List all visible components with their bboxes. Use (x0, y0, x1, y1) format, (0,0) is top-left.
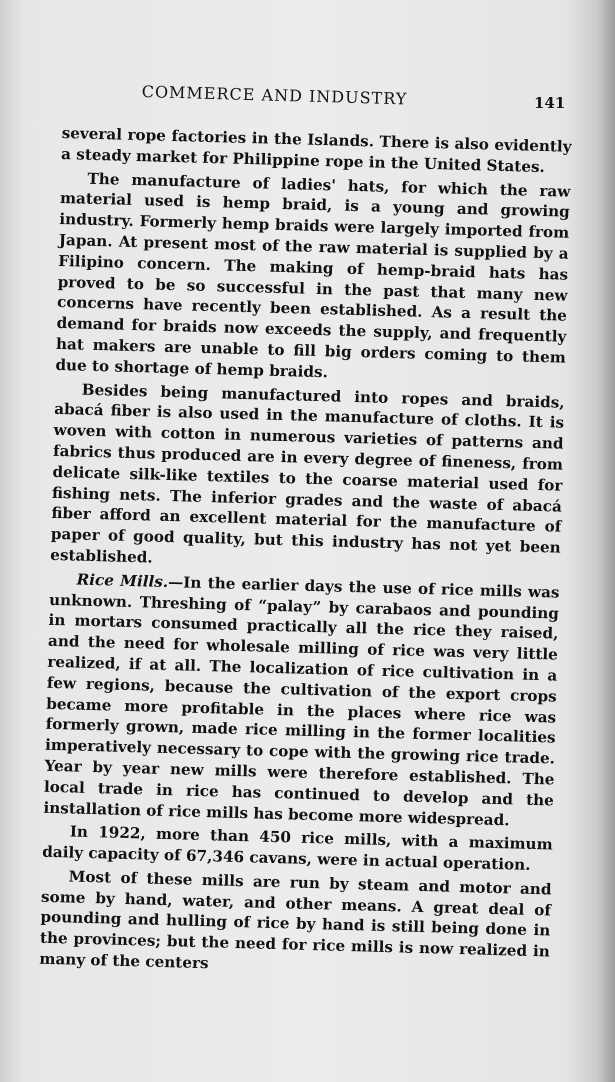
rice-mills-text: —In the earlier days the use of rice mills was unknown. Threshing of “palay” by carabaos and pounding in mortars consumed practically all the rice they raised, and the need for wholesale milling of rice was very little realized, if at all. The localization of rice cultivation in a few regions, because the cultivation of the export crops became more profitable in the places where rice was formerly grown, made rice milling in the former localities imperatively necessary to cope with the growing rice trade. Year by year new mills were therefore established. The local trade in rice has continued to develop and the installation of rice mills has become more widespread. (43, 572, 560, 829)
paragraph-rope-market: several rope factories in the Islands. There is also evidently a steady market for Philippine rope in the United States. (60, 123, 572, 176)
paragraph-rice-mills-1922: In 1922, more than 450 rice mills, with a maximum daily capacity of 67,346 cavans, were in actual operation. (42, 822, 553, 875)
page-number: 141 (534, 94, 566, 112)
page-edge-shadow (597, 0, 615, 1082)
body-text (39, 123, 572, 983)
paragraph-rice-mills (43, 569, 560, 832)
paragraph-ladies-hats: The manufacture of ladies' hats, for which the raw material used is hemp braid, is a young and growing industry. Formerly hemp braids were largely imported from Japan. At present most of the raw material is supplied by a Filipino concern. The making of hemp-braid hats has proved to be so successful in the past that many new concerns have recently been established. As a result the demand for braids now exceeds the supply, and frequently hat makers are unable to fill big orders coming to them due to shortage of hemp braids. (55, 169, 571, 382)
paragraph-mill-power: Most of these mills are run by steam and motor and some by hand, water, and other means. A great deal of pounding and hulling of rice by hand is still being done in the provinces; but the need for rice mills is now realized in many of the centers (39, 867, 552, 973)
section-label-rice-mills: Rice Mills. (76, 570, 169, 591)
running-header: COMMERCE AND INDUSTRY (141, 82, 408, 109)
paragraph-abaca-cloth: Besides being manufactured into ropes and braids, abacá fiber is also used in the manufacture of cloths. It is woven with cotton in numerous varieties of patterns and fabrics thus produced are in every degree of fineness, from delicate silk-like textiles to the coarse material used for fishing nets. The inferior grades and the waste of abacá fiber afford an excellent material for the manufacture of paper of good quality, but this industry has not yet been established. (50, 380, 565, 567)
